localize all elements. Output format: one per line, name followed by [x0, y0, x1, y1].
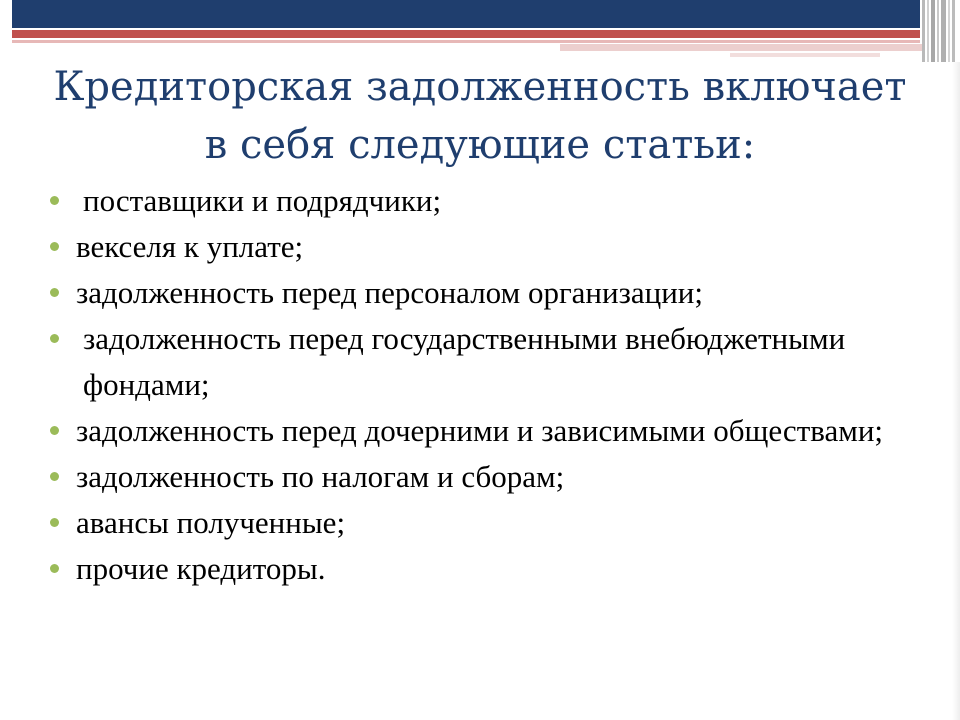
list-item-text: задолженность по налогам и сборам; — [76, 459, 565, 494]
list-item — [40, 270, 900, 316]
list-item — [40, 454, 900, 500]
bullet-dot-icon — [50, 288, 59, 297]
bullet-dot-icon — [50, 426, 59, 435]
list-item-text: авансы полученные; — [76, 505, 346, 540]
bullet-dot-icon — [50, 564, 59, 573]
header-band-red — [12, 30, 920, 38]
bullet-dot-icon — [50, 242, 59, 251]
list-item — [40, 224, 900, 270]
header-band-pink-right — [560, 44, 922, 51]
list-item — [40, 408, 900, 454]
list-item-text: прочие кредиторы. — [76, 551, 326, 586]
slide-title: Кредиторская задолженность включает в себя следующие статьи: — [53, 64, 907, 168]
bullet-dot-icon — [50, 196, 59, 205]
header-band-pink — [12, 40, 920, 43]
bullet-dot-icon — [50, 472, 59, 481]
corner-stripes — [922, 0, 960, 62]
bullet-list — [40, 178, 900, 592]
header-band-pink-right-small — [730, 53, 880, 57]
list-item-text: поставщики и подрядчики; — [83, 183, 442, 218]
list-item — [40, 316, 900, 408]
list-item-text: задолженность перед дочерними и зависимыми обществами; — [76, 413, 884, 448]
list-item — [40, 178, 900, 224]
right-edge-shadow — [952, 62, 960, 720]
list-item-text: задолженность перед персоналом организации; — [76, 275, 703, 310]
list-item-text: векселя к уплате; — [76, 229, 304, 264]
header-band-navy — [12, 0, 920, 28]
list-item — [40, 500, 900, 546]
bullet-dot-icon — [50, 334, 59, 343]
bullet-dot-icon — [50, 518, 59, 527]
list-item-text: задолженность перед государственными внебюджетными фондами; — [83, 321, 846, 402]
list-item — [40, 546, 900, 592]
